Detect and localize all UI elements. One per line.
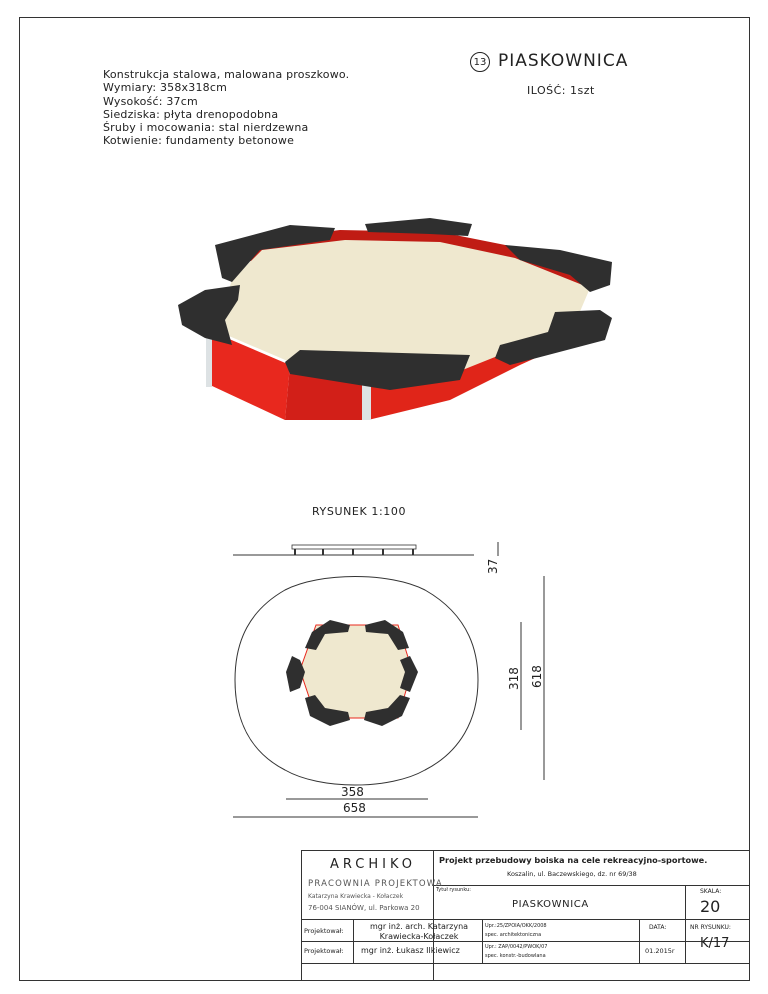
project-title: Projekt przebudowy boiska na cele rekreacyjno-sportowe.	[439, 855, 708, 865]
scale-value: 20	[700, 897, 721, 916]
elevation-frame	[292, 545, 416, 549]
date-value: 01.2015r	[645, 947, 675, 955]
elevation-leg	[382, 549, 384, 555]
drawing-title-label: Tytuł rysunku:	[436, 887, 471, 893]
date-label: DATA:	[649, 924, 667, 931]
elevation-leg	[294, 549, 296, 555]
spec-line: Konstrukcja stalowa, malowana proszkowo.	[103, 68, 350, 81]
designer-name: mgr inż. Łukasz Ilkiewicz	[361, 946, 460, 955]
drawing-number: K/17	[700, 936, 730, 951]
elevation-leg	[352, 549, 354, 555]
spec-line: Wymiary: 358x318cm	[103, 81, 228, 95]
title-block	[301, 850, 750, 981]
drawing-number-label: NR RYSUNKU:	[690, 924, 731, 931]
drawing-label: RYSUNEK 1:100	[312, 505, 407, 518]
spec-line: Śruby i mocowania: stal nierdzewna	[103, 121, 309, 135]
dim-inner-width: 358	[341, 785, 364, 799]
designer-label: Projektował:	[304, 947, 344, 955]
spec-line: Wysokość: 37cm	[103, 94, 198, 108]
license-spec: spec. architektoniczna	[485, 932, 542, 938]
elevation-leg	[322, 549, 324, 555]
drawing-title: PIASKOWNICA	[512, 899, 589, 910]
company-address: 76-004 SIANÓW, ul. Parkowa 20	[308, 904, 420, 912]
designer-name: mgr inż. arch. Katarzyna Krawiecka-Kołaczek	[369, 922, 469, 941]
company-owner: Katarzyna Krawiecka - Kołaczek	[308, 893, 404, 900]
elevation-leg	[412, 549, 414, 555]
item-quantity: ILOŚĆ: 1szt	[527, 84, 595, 97]
dim-height: 37	[486, 558, 500, 574]
dim-outer-width: 658	[343, 801, 366, 815]
license-number: Upr.:25/ZPOIA/OKK/2008	[485, 923, 547, 929]
plan-seat	[286, 656, 305, 692]
spec-line: Siedziska: płyta drenopodobna	[103, 107, 279, 121]
license-number: Upr.: ZAP/0042/PWOK/07	[485, 944, 548, 950]
item-number: 13	[470, 52, 490, 72]
dim-outer-depth: 618	[530, 665, 544, 688]
scale-label: SKALA:	[700, 888, 722, 895]
company-name: ARCHIKO	[330, 857, 417, 872]
dim-inner-depth: 318	[507, 667, 521, 690]
item-title: PIASKOWNICA	[498, 51, 629, 71]
designer-label: Projektował:	[304, 927, 344, 935]
license-spec: spec. konstr.-budowlana	[485, 953, 546, 959]
project-address: Koszalin, ul. Baczewskiego, dz. nr 69/38	[507, 870, 637, 878]
spec-line: Kotwienie: fundamenty betonowe	[103, 134, 295, 148]
company-subtitle: PRACOWNIA PROJEKTOWA	[308, 879, 443, 889]
